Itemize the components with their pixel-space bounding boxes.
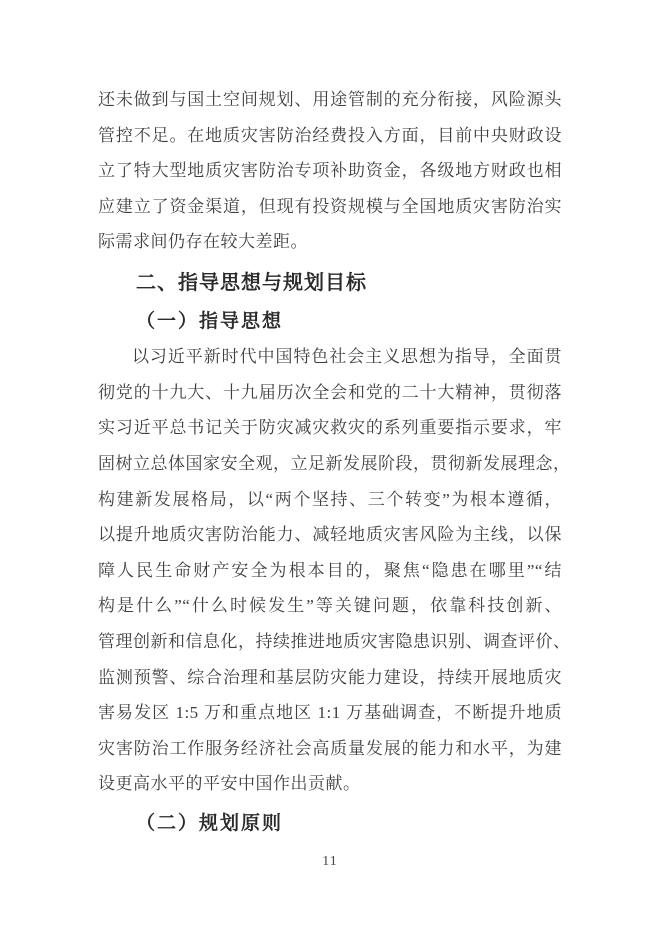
page-number: 11 [322,854,338,869]
text-line: 构建新发展格局，以“两个坚持、三个转变”为根本遵循， [98,489,562,509]
text-line: 设更高水平的平安中国作出贡献。 [98,774,361,794]
document-content [98,82,571,841]
text-line: 监测预警、综合治理和基层防灾能力建设，持续开展地质灾 [98,667,562,687]
text-line: 固树立总体国家安全观，立足新发展阶段，贯彻新发展理念， [98,453,571,473]
text-line: 害易发区 1:5 万和重点地区 1:1 万基础调查，不断提升地质 [98,703,562,723]
subsection-1-heading: （一）指导思想 [136,310,284,332]
text-line: 管理创新和信息化，持续推进地质灾害隐患识别、调查评价、 [98,631,571,651]
body-paragraph-2 [98,339,571,802]
subsection-2-heading: （二）规划原则 [136,812,284,834]
text-line: 应建立了资金渠道，但现有投资规模与全国地质灾害防治实 [98,196,562,216]
section-heading: 二、指导思想与规划目标 [136,271,367,294]
text-line: 灾害防治工作服务经济社会高质量发展的能力和水平，为建 [98,738,562,758]
text-line: 彻党的十九大、十九届历次全会和党的二十大精神，贯彻落 [98,382,562,402]
body-paragraph-1 [98,82,562,260]
text-line: 管控不足。在地质灾害防治经费投入方面，目前中央财政设 [98,125,562,145]
text-line: 还未做到与国土空间规划、用途管制的充分衔接，风险源头 [98,90,562,109]
text-line: 立了特大型地质灾害防治专项补助资金，各级地方财政也相 [98,161,562,181]
text-line: 实习近平总书记关于防灾减灾救灾的系列重要指示要求，牢 [98,418,562,438]
text-line: 障人民生命财产安全为根本目的，聚焦“隐患在哪里”“结 [98,560,562,580]
text-line: 以提升地质灾害防治能力、减轻地质灾害风险为主线，以保 [98,525,562,545]
text-line: 以习近平新时代中国特色社会主义思想为指导，全面贯 [132,347,562,367]
text-line: 际需求间仍存在较大差距。 [98,232,308,252]
text-line: 构是什么”“什么时候发生”等关键问题，依靠科技创新、 [98,596,562,616]
